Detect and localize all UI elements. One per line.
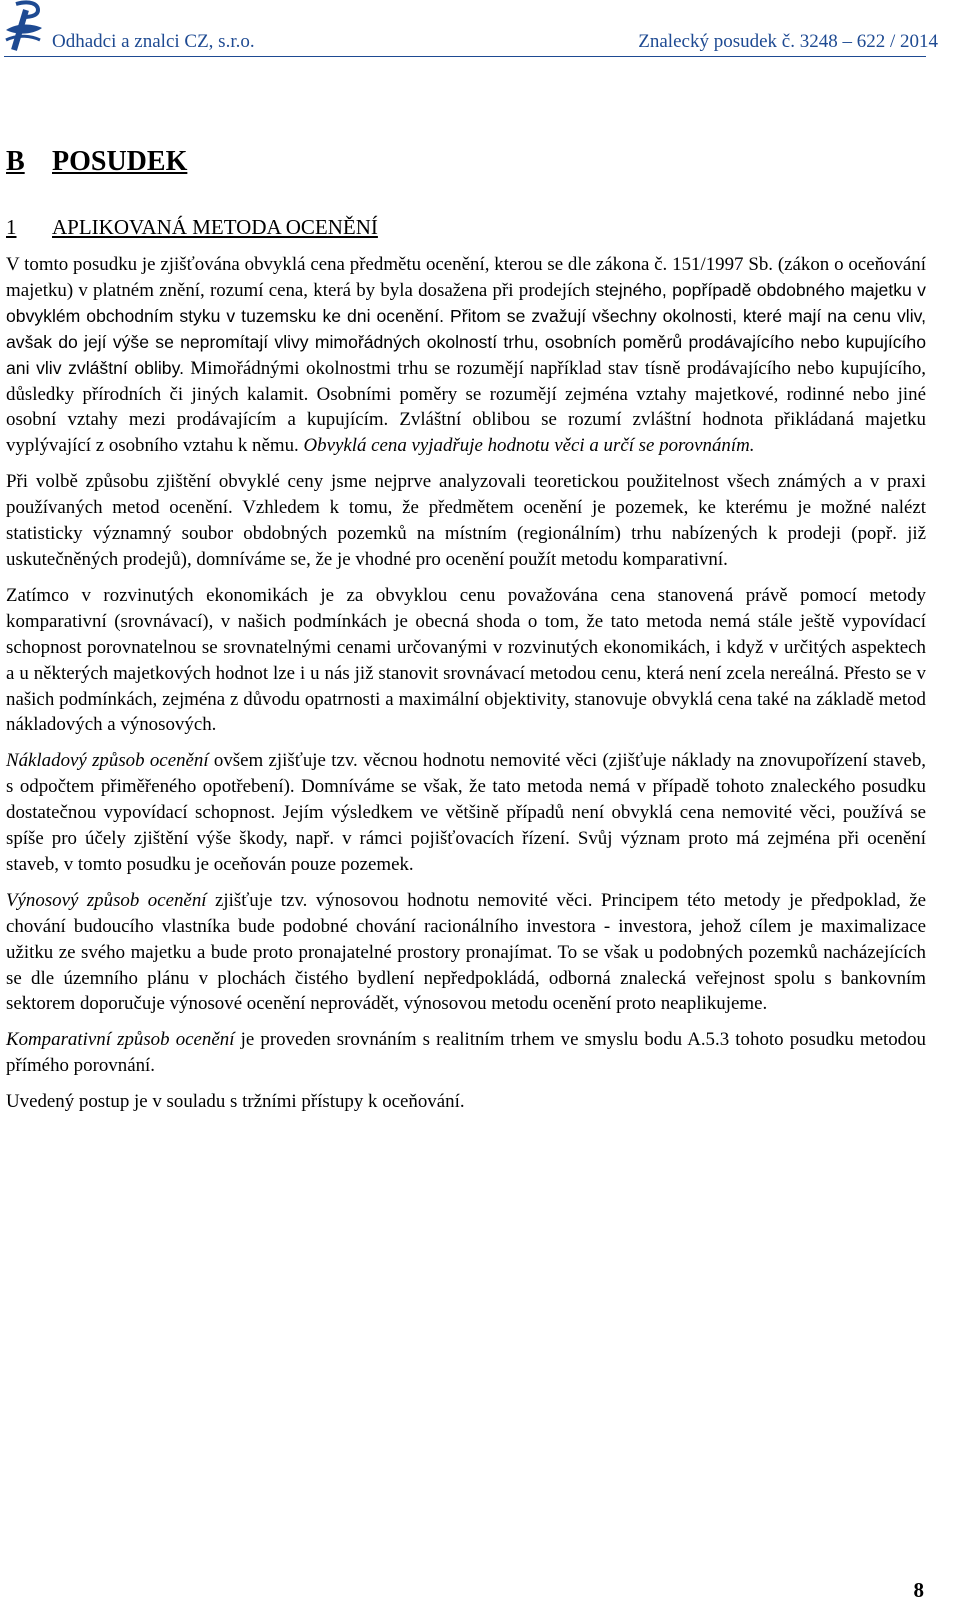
paragraph-legal-definition xyxy=(6,252,926,459)
section-number: B xyxy=(6,146,25,177)
paragraph-emphasis: Výnosový způsob ocenění xyxy=(6,889,207,911)
paragraphs xyxy=(6,252,926,1125)
paragraph-cost-method xyxy=(6,748,926,878)
paragraph-comparative-method xyxy=(6,1027,926,1079)
paragraph-emphasis: Komparativní způsob ocenění xyxy=(6,1029,235,1051)
paragraph-emphasis: Nákladový způsob ocenění xyxy=(6,750,209,772)
header-divider xyxy=(4,56,926,57)
subsection-number: 1 xyxy=(6,215,17,239)
paragraph-text-sans: stejného, popřípadě obdobného majetku v obvyklém obchodním styku v tuzemsku ke dni ocenění. Přitom se zvažují všechny okolnosti, které mají na cenu vliv, avšak do její výše se nepromítají vlivy mimořádných okolností trhu, osobních poměrů prodávajícího nebo kupujícího ani vliv zvláštní obliby. xyxy=(6,279,926,378)
paragraph-text: Mimořádnými okolnostmi trhu se rozumějí například stav tísně prodávajícího nebo kupujícího, důsledky přírodních či jiných kalamit. Osobními poměry se rozumějí zejména vztahy majetkové, rodinné nebo jiné osobní vztahy mezi prodávajícím a kupujícím. Zvláštní oblibou se rozumí zvláštní hodnota přikládaná majetku vyplývající z osobního vztahu k němu. xyxy=(6,357,926,457)
paragraph-text: je proveden srovnáním s realitním trhem ve smyslu bodu A.5.3 tohoto posudku metodou přímého porovnání. xyxy=(6,1029,926,1077)
section-title: POSUDEK xyxy=(52,146,188,177)
paragraph-text: zjišťuje tzv. výnosovou hodnotu nemovité věci. Principem této metody je předpoklad, že chování budoucího vlastníka bude podobné chování racionálního investora - investora, jehož cílem je maximalizace užitku ze svého majetku a bude proto pronajatelné prostory pronajímat. To se však u podobných pozemků nacházejících se dle územního plánu v plochách čistého bydlení nepředpokládá, odborná znalecká veřejnost spolu s bankovním sektorem doporučuje výnosové ocenění neprovádět, výnosovou metodu ocenění proto neaplikujeme. xyxy=(6,889,926,1015)
paragraph-emphasis: Obvyklá cena vyjadřuje hodnotu věci a určí se porovnáním. xyxy=(303,435,755,457)
page-number: 8 xyxy=(913,1578,924,1602)
paragraph-method-choice: Při volbě způsobu zjištění obvyklé ceny jsme nejprve analyzovali teoretickou použitelnost všech známých a v praxi používaných metod ocenění. Vzhledem k tomu, že předmětem ocenění je pozemek, ke kterému je možné nalézt statisticky významný soubor obdobných pozemků na místním (regionálním) trhu nabízených k prodeji (popř. již uskutečněných prodejů), domníváme se, že je vhodné pro ocenění použít metodu komparativní. xyxy=(6,471,926,570)
paragraph-conclusion: Uvedený postup je v souladu s tržními přístupy k oceňování. xyxy=(6,1091,465,1113)
subsection-heading xyxy=(6,215,378,240)
paragraph-text: ovšem zjišťuje tzv. věcnou hodnotu nemovité věci (zjišťuje náklady na znovupořízení staveb, s odpočtem přiměřeného opotřebení). Domníváme se však, že tato metoda nemá v případě tohoto znaleckého posudku dostatečnou vypovídací schopnost. Jejím výsledkem ve většině případů není obvyklá cena nemovité věci, používá se spíše pro účely zjištění výše škody, např. v rámci pojišťovacích řízení. Svůj význam proto má zejména při ocenění staveb, v tomto posudku je oceňován pouze pozemek. xyxy=(6,750,926,875)
header-report-number: Znalecký posudek č. 3248 – 622 / 2014 xyxy=(638,31,938,52)
paragraph-income-method xyxy=(6,888,926,1018)
paragraph-text: V tomto posudku je zjišťována obvyklá cena předmětu ocenění, kterou se dle zákona č. 151/1997 Sb. (zákon o oceňování majetku) v platném znění, rozumí cena, která by byla dosažena při prodejích xyxy=(6,254,926,301)
company-logo-icon xyxy=(4,0,44,52)
page-header xyxy=(0,0,960,58)
paragraph-comparative-context: Zatímco v rozvinutých ekonomikách je za obvyklou cenu považována cena stanovená právě pomocí metody komparativní (srovnávací), v našich podmínkách je obecná shoda o tom, že tato metoda nemá stále ještě vypovídací schopnost porovnatelnou se srovnatelnými cenami určovanými v rozvinutých ekonomikách, i když v určitých aspektech a u některých majetkových hodnot lze i u nás již stanovit srovnávací metodou cenu, která není zcela nereálná. Přesto se v našich podmínkách, zejména z důvodu opatrnosti a maximální objektivity, stanovuje obvyklá cena také na základě metod nákladových a výnosových. xyxy=(6,584,926,736)
section-heading xyxy=(6,146,187,178)
header-company-name: Odhadci a znalci CZ, s.r.o. xyxy=(52,31,255,52)
subsection-title: APLIKOVANÁ METODA OCENĚNÍ xyxy=(52,215,378,239)
